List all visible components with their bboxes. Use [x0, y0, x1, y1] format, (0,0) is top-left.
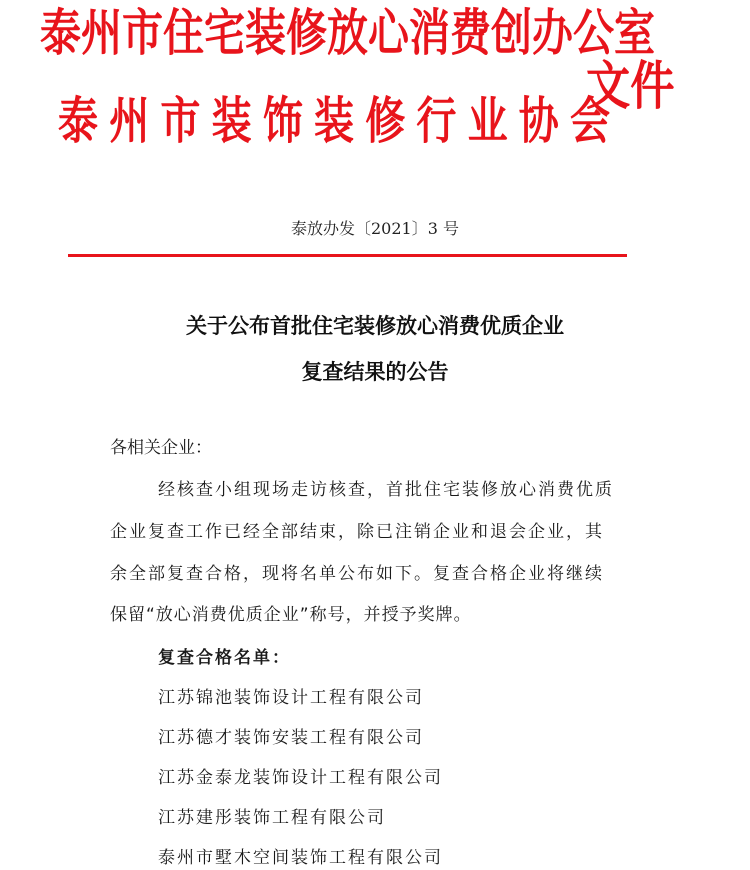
- title-line-1: 关于公布首批住宅装修放心消费优质企业: [186, 314, 564, 338]
- body-line: 企业复查工作已经全部结束，除已注销企业和退会企业，其: [110, 522, 604, 542]
- company-list-item: 泰州市墅木空间装饰工程有限公司: [158, 848, 443, 868]
- company-list-item: 江苏锦池装饰设计工程有限公司: [158, 688, 424, 708]
- company-list-item: 江苏金泰龙装饰设计工程有限公司: [158, 768, 443, 788]
- header-line-1: 泰州市住宅装修放心消费创办公室: [40, 3, 655, 62]
- list-heading: 复查合格名单：: [158, 648, 291, 668]
- body-line: 余全部复查合格，现将名单公布如下。复查合格企业将继续: [110, 564, 604, 584]
- body-line: 保留“放心消费优质企业”称号，并授予奖牌。: [110, 605, 472, 625]
- title-line-2: 复查结果的公告: [301, 360, 449, 384]
- salutation: 各相关企业：: [110, 438, 212, 458]
- header-file-suffix: 文件: [586, 56, 675, 117]
- company-list-item: 江苏德才装饰安装工程有限公司: [158, 728, 424, 748]
- header-line-2: 泰州市装饰装修行业协会: [58, 91, 622, 150]
- company-list-item: 江苏建彤装饰工程有限公司: [158, 808, 386, 828]
- body-line: 经核查小组现场走访核查，首批住宅装修放心消费优质: [158, 480, 614, 500]
- document-number: 泰放办发〔2021〕3 号: [291, 219, 459, 238]
- red-divider-line: [68, 254, 627, 257]
